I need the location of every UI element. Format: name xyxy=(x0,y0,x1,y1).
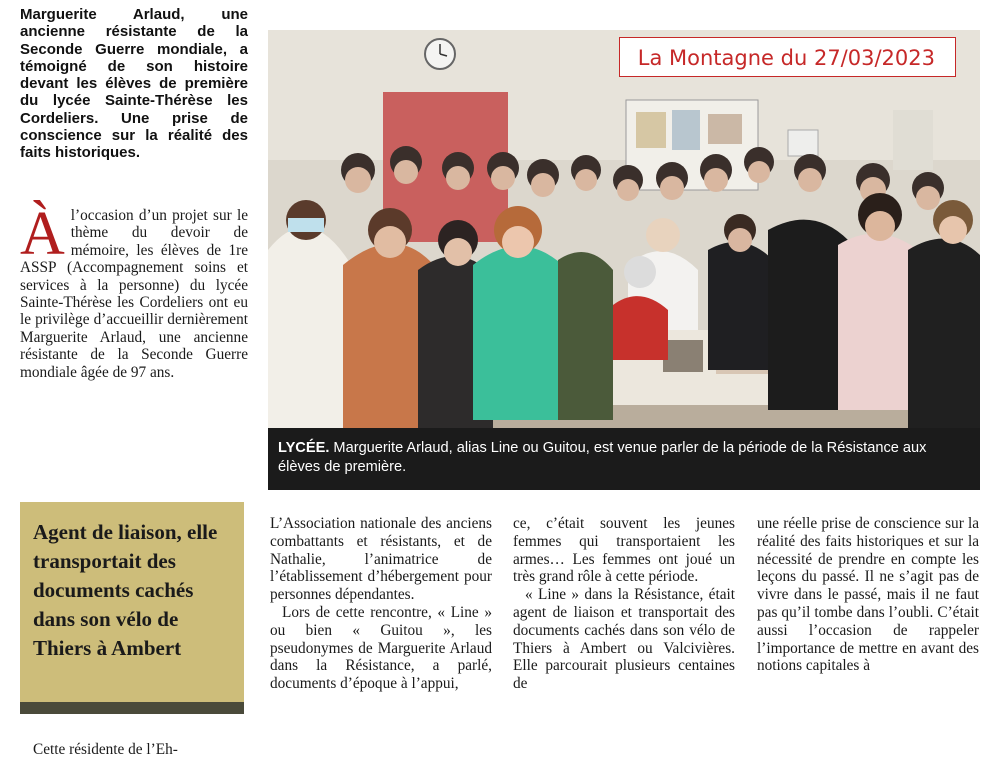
caption-text: Marguerite Arlaud, alias Line ou Guitou, est venue parler de la période de la Résistance aux élèves de première. xyxy=(278,440,927,475)
intro-text: l’occasion d’un projet sur le thème du devoir de mémoire, les élèves de 1re ASSP (Accompagnement soins et services à la personne) du lycée Sainte-Thérèse les Cordeliers ont eu le privilège d’accueillir dernièrement Marguerite Arlaud, une ancienne résistante de la Seconde Guerre mondiale âgée de 97 ans. xyxy=(20,207,248,381)
body-column-2 xyxy=(513,515,735,693)
column-1-paragraph-2: Lors de cette rencontre, « Line » ou bien « Guitou », les pseudonymes de Marguerite Arlaud dans la Résistance, a parlé, documents d’époque à l’appui, xyxy=(270,603,492,693)
photo-caption xyxy=(268,428,980,490)
column-3-paragraph-1: une réelle prise de conscience sur la réalité des faits historiques et sur la nécessité de prendre en compte les leçons du passé. Il ne s’agit pas de vivre dans le passé, mais il ne faut pas qu’il tombe dans l’oubli. C’était aussi l’occasion de rappeler l’importance de mettre en avant des notions capitales à xyxy=(757,515,979,675)
body-column-1 xyxy=(270,515,492,693)
body-column-3 xyxy=(757,515,979,675)
pull-quote-box xyxy=(20,502,244,714)
article-lead: Marguerite Arlaud, une ancienne résistante de la Seconde Guerre mondiale, a témoigné de son histoire devant les élèves de première du lycée Sainte-Thérèse les Cordeliers. Une prise de conscience sur la réalité des faits historiques. xyxy=(20,6,248,162)
pull-quote-heading: Agent de liaison, elle transportait des documents cachés dans son vélo de Thiers à Ambert xyxy=(33,520,218,660)
article-photo xyxy=(268,30,980,490)
column-2-paragraph-1: ce, c’était souvent les jeunes femmes qui transportaient les armes… Les femmes ont joué un très grand rôle à cette période. xyxy=(513,515,735,586)
caption-label: LYCÉE. xyxy=(278,440,330,456)
source-badge: La Montagne du 27/03/2023 xyxy=(619,37,956,77)
class-group-photo xyxy=(268,30,980,490)
pull-quote-bar xyxy=(20,702,244,714)
column-2-paragraph-2: « Line » dans la Résistance, était agent de liaison et transportait des documents cachés dans son vélo de Thiers à Ambert ou Valcivières. Elle parcourait plusieurs centaines de xyxy=(513,586,735,693)
drop-cap: À xyxy=(20,200,65,268)
left-column-continuation: Cette résidente de l’Eh- xyxy=(33,741,178,758)
article-intro xyxy=(20,200,248,381)
column-1-paragraph-1: L’Association nationale des anciens combattants et résistants, et de Nathalie, l’animatrice de l’établissement d’hébergement pour personnes dépendantes. xyxy=(270,515,492,604)
